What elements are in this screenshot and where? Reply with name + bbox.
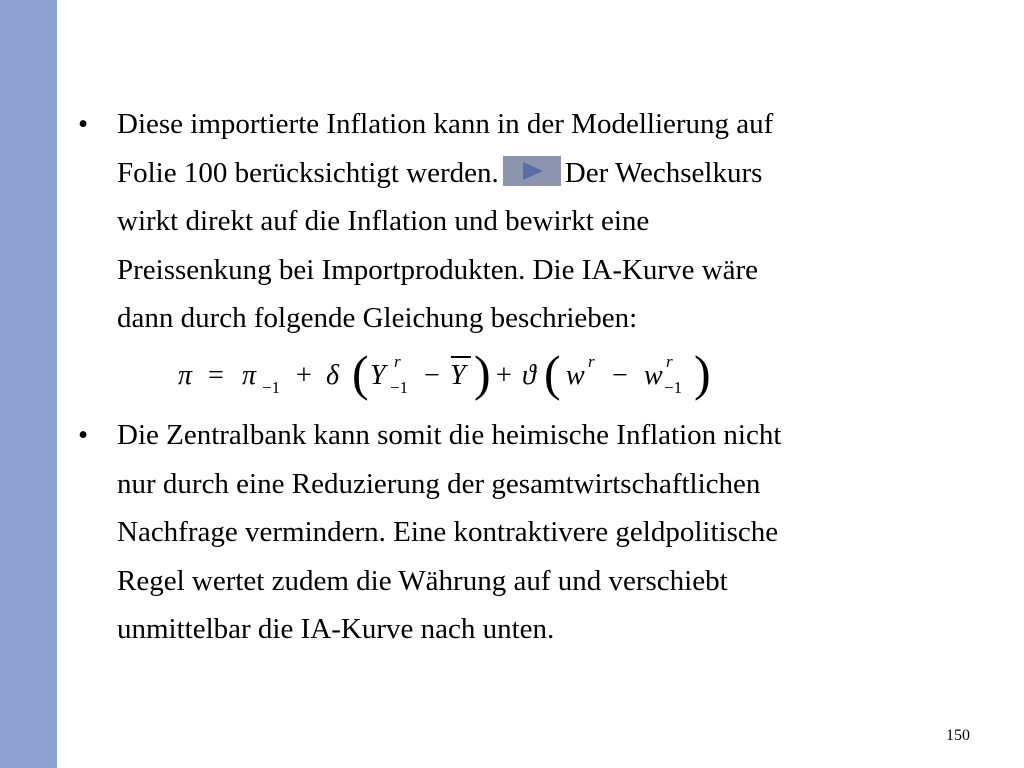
eq-Y: Y <box>370 360 386 391</box>
left-accent-bar <box>0 0 57 768</box>
bullet-2-line-2: nur durch eine Reduzierung der gesamtwirtschaftlichen <box>117 467 761 500</box>
eq-equals: = <box>208 360 224 391</box>
eq-w: w <box>566 360 585 391</box>
bullet-marker: • <box>78 419 89 451</box>
eq-left-paren: ( <box>352 345 369 401</box>
eq-delta: δ <box>326 360 340 391</box>
eq-sub-minus1: −1 <box>390 378 409 397</box>
bullet-1-line-1: Diese importierte Inflation kann in der Modellierung auf <box>117 108 774 140</box>
bullet-2-line-5: unmittelbar die IA-Kurve nach unten. <box>117 613 555 645</box>
eq-ybar-overline <box>451 356 471 358</box>
eq-sup-r: r <box>666 352 673 371</box>
eq-sup-r: r <box>588 352 595 371</box>
eq-pi-lagged: π <box>242 360 257 391</box>
next-slide-button[interactable] <box>503 156 561 186</box>
eq-left-paren: ( <box>544 345 561 401</box>
eq-sub-minus1: −1 <box>262 378 281 397</box>
play-triangle-icon <box>523 162 543 180</box>
eq-minus: − <box>612 360 628 391</box>
eq-sub-minus1: −1 <box>664 378 683 397</box>
bullet-2-line-1: Die Zentralbank kann somit die heimische Inflation nicht <box>117 419 782 451</box>
bullet-2-line-3: Nachfrage vermindern. Eine kontraktivere geldpolitische <box>117 516 779 548</box>
eq-minus: − <box>424 360 440 391</box>
page-number: 150 <box>946 727 970 744</box>
eq-Ybar: Y <box>450 360 466 391</box>
eq-plus: + <box>296 360 312 391</box>
eq-theta: ϑ <box>522 360 536 391</box>
bullet-1-line-2-text-after: Der Wechselkurs <box>564 156 763 189</box>
bullet-1-line-2 <box>117 149 978 198</box>
bullet-2-line-4: Regel wertet zudem die Währung auf und verschiebt <box>117 564 728 597</box>
bullet-1-line-2-text-before: Folie 100 berücksichtigt werden. <box>117 156 499 189</box>
bullet-marker: • <box>78 108 89 140</box>
bullet-1-line-5: dann durch folgende Gleichung beschrieben: <box>117 302 638 334</box>
bullet-item-2 <box>78 411 978 654</box>
bullet-item-1 <box>78 100 978 343</box>
eq-right-paren: ) <box>694 345 711 401</box>
eq-sup-r: r <box>394 352 401 371</box>
bullet-1-line-4: Preissenkung bei Importprodukten. Die IA-Kurve wäre <box>117 253 759 286</box>
eq-pi: π <box>178 360 193 391</box>
eq-plus: + <box>496 360 512 391</box>
eq-w-lagged: w <box>644 360 663 391</box>
eq-right-paren: ) <box>474 345 491 401</box>
bullet-1-line-3: wirkt direkt auf die Inflation und bewirkt eine <box>117 205 650 237</box>
